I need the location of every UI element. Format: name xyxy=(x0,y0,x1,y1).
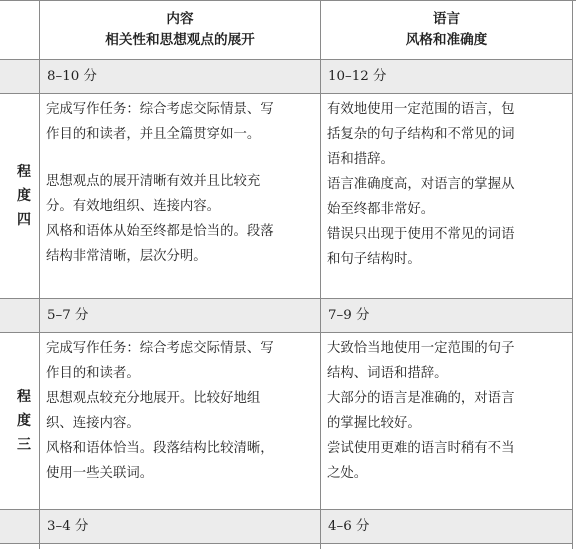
header-level-cell xyxy=(9,1,40,60)
level4-score-left-margin xyxy=(0,60,9,94)
language-column-subtitle: 风格和准确度 xyxy=(405,32,488,48)
level3-score-left-margin xyxy=(0,299,9,333)
level3-content-descriptor xyxy=(40,333,321,510)
level2-score-left-margin xyxy=(0,510,9,544)
descriptor-spacer xyxy=(46,147,314,169)
level3-label-char: 程 xyxy=(17,389,31,405)
descriptor-line: 风格和语体从始至终都是恰当的。段落 xyxy=(46,224,274,239)
header-left-margin xyxy=(0,1,9,60)
level4-score-level-cell xyxy=(9,60,40,94)
descriptor-line: 语言准确度高，对语言的掌握从 xyxy=(327,177,515,192)
continuation-left-margin xyxy=(0,544,9,549)
level3-label xyxy=(9,333,40,510)
descriptor-line: 错误只出现于使用不常见的词语 xyxy=(327,227,515,242)
level3-language-descriptor xyxy=(321,333,573,510)
descriptor-line: 作目的和读者。 xyxy=(46,366,140,381)
descriptor-line: 织、连接内容。 xyxy=(46,416,140,431)
descriptor-line: 语和措辞。 xyxy=(327,152,394,167)
content-column-title: 内容 xyxy=(166,11,194,27)
continuation-level-cell xyxy=(9,544,40,549)
descriptor-line: 风格和语体恰当。段落结构比较清晰， xyxy=(46,441,274,456)
descriptor-line: 括复杂的句子结构和不常见的词 xyxy=(327,127,515,142)
descriptor-line: 思想观点较充分地展开。比较好地组 xyxy=(46,391,261,406)
descriptor-line: 和句子结构时。 xyxy=(327,252,421,267)
continuation-content-cell xyxy=(40,544,321,549)
language-column-title: 语言 xyxy=(432,11,461,27)
level4-label-char: 四 xyxy=(17,212,31,228)
descriptor-line: 有效地使用一定范围的语言，包 xyxy=(327,102,515,117)
descriptor-line: 始至终都非常好。 xyxy=(327,202,435,217)
descriptor-line: 作目的和读者，并且全篇贯穿如一。 xyxy=(46,127,261,142)
descriptor-line: 尝试使用更难的语言时稍有不当 xyxy=(327,441,515,456)
language-column-header xyxy=(321,1,573,60)
descriptor-line: 思想观点的展开清晰有效并且比较充 xyxy=(46,174,261,189)
descriptor-line: 大致恰当地使用一定范围的句子 xyxy=(327,341,515,356)
level3-content-score: 5–7 分 xyxy=(40,299,321,333)
content-column-header xyxy=(40,1,321,60)
level2-content-score: 3–4 分 xyxy=(40,510,321,544)
level4-label-char: 程 xyxy=(17,164,31,180)
level2-score-level-cell xyxy=(9,510,40,544)
content-column-subtitle: 相关性和思想观点的展开 xyxy=(105,32,255,48)
level4-label xyxy=(9,94,40,299)
level4-content-descriptor xyxy=(40,94,321,299)
level4-content-score: 8–10 分 xyxy=(40,60,321,94)
descriptor-line: 的掌握比较好。 xyxy=(327,416,421,431)
level4-left-margin xyxy=(0,94,9,299)
level3-language-score: 7–9 分 xyxy=(321,299,573,333)
level2-language-score: 4–6 分 xyxy=(321,510,573,544)
descriptor-line: 使用一些关联词。 xyxy=(46,466,154,481)
descriptor-line: 完成写作任务：综合考虑交际情景、写 xyxy=(46,341,274,356)
descriptor-line: 分。有效地组织、连接内容。 xyxy=(46,199,221,214)
level3-left-margin xyxy=(0,333,9,510)
descriptor-line: 大部分的语言是准确的，对语言 xyxy=(327,391,515,406)
descriptor-line: 之处。 xyxy=(327,466,368,481)
level4-language-descriptor xyxy=(321,94,573,299)
level3-score-level-cell xyxy=(9,299,40,333)
descriptor-line: 结构非常清晰，层次分明。 xyxy=(46,249,207,264)
level3-label-char: 三 xyxy=(17,437,31,453)
descriptor-line: 完成写作任务：综合考虑交际情景、写 xyxy=(46,102,274,117)
descriptor-line: 结构、词语和措辞。 xyxy=(327,366,448,381)
continuation-language-cell xyxy=(321,544,573,549)
level3-label-char: 度 xyxy=(17,413,31,429)
level4-language-score: 10–12 分 xyxy=(321,60,573,94)
level4-label-char: 度 xyxy=(17,188,31,204)
